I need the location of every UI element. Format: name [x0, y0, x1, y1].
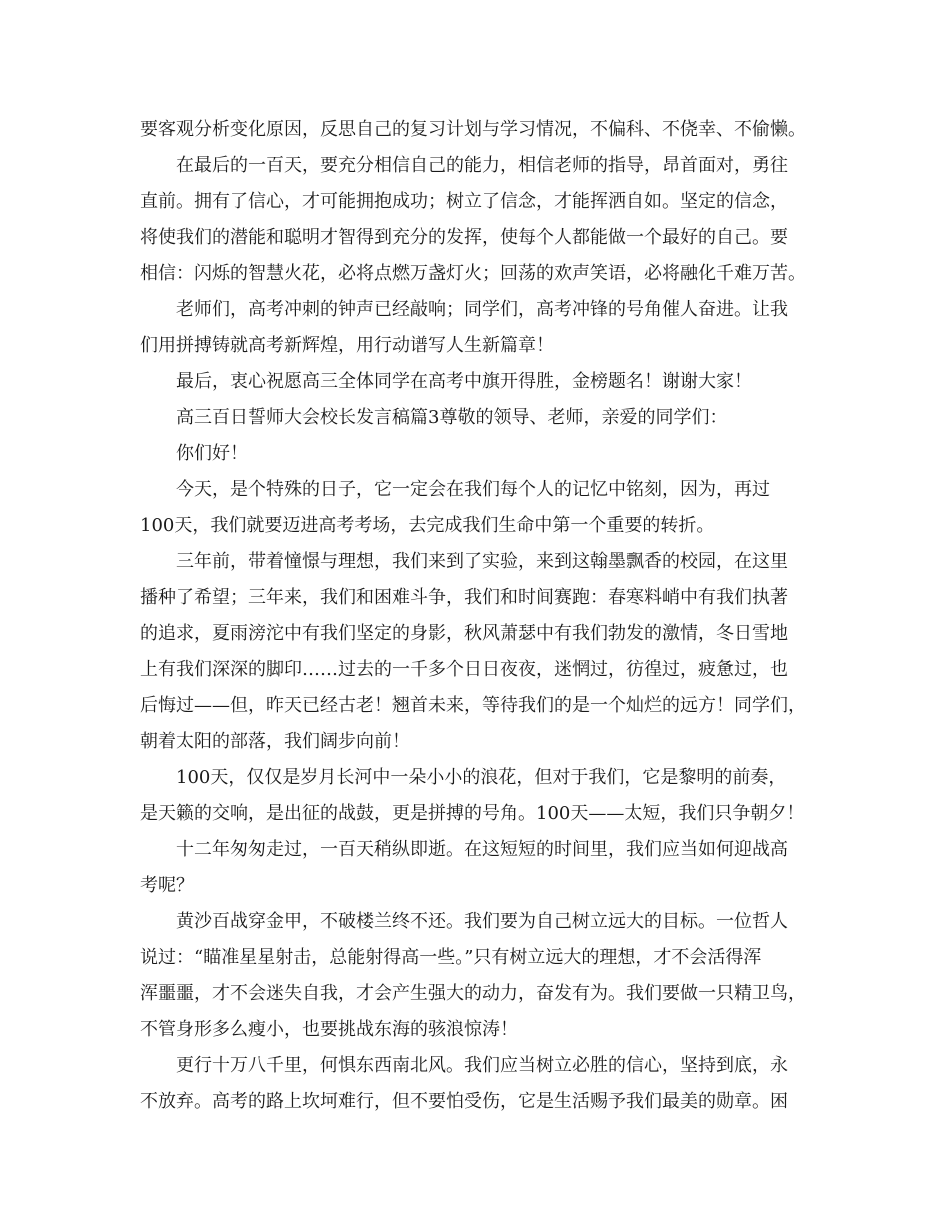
text-line: 后悔过——但，昨天已经古老！翘首未来，等待我们的是一个灿烂的远方！同学们， [140, 695, 806, 716]
text-line: 最后，衷心祝愿高三全体同学在高考中旗开得胜，金榜题名！谢谢大家！ [176, 371, 752, 392]
text-line: 上有我们深深的脚印……过去的一千多个日日夜夜，迷惘过，彷徨过，疲惫过，也 [140, 659, 788, 680]
text-line: 朝着太阳的部落，我们阔步向前！ [140, 731, 410, 752]
text-line: 们用拼搏铸就高考新辉煌，用行动谱写人生新篇章！ [140, 335, 554, 356]
text-line: 100天，我们就要迈进高考考场，去完成我们生命中第一个重要的转折。 [140, 515, 715, 536]
text-line: 100天，仅仅是岁月长河中一朵小小的浪花，但对于我们，它是黎明的前奏， [176, 767, 787, 788]
text-line: 不管身形多么瘦小，也要挑战东海的骇浪惊涛！ [140, 1019, 518, 1040]
text-line: 你们好！ [176, 443, 248, 464]
text-line: 不放弃。高考的路上坎坷难行，但不要怕受伤，它是生活赐予我们最美的勋章。困 [140, 1091, 788, 1112]
text-line: 的追求，夏雨滂沱中有我们坚定的身影，秋风萧瑟中有我们勃发的激情，冬日雪地 [140, 623, 788, 644]
text-line: 黄沙百战穿金甲，不破楼兰终不还。我们要为自己树立远大的目标。一位哲人 [176, 911, 788, 932]
text-line: 要客观分析变化原因，反思自己的复习计划与学习情况，不偏科、不侥幸、不偷懒。 [140, 119, 806, 140]
text-line: 将使我们的潜能和聪明才智得到充分的发挥，使每个人都能做一个最好的自己。要 [140, 227, 788, 248]
text-line: 直前。拥有了信心，才可能拥抱成功；树立了信念，才能挥洒自如。坚定的信念， [140, 191, 788, 212]
text-line: 十二年匆匆走过，一百天稍纵即逝。在这短短的时间里，我们应当如何迎战高 [176, 839, 788, 860]
text-line: 在最后的一百天，要充分相信自己的能力，相信老师的指导，昂首面对，勇往 [176, 155, 788, 176]
text-line: 三年前，带着憧憬与理想，我们来到了实验，来到这翰墨飘香的校园，在这里 [176, 551, 788, 572]
text-line: 更行十万八千里，何惧东西南北风。我们应当树立必胜的信心，坚持到底，永 [176, 1055, 788, 1076]
text-line: 说过：“瞄准星星射击，总能射得高一些。”只有树立远大的理想，才不会活得浑 [140, 947, 762, 968]
text-line: 高三百日誓师大会校长发言稿篇3尊敬的领导、老师，亲爱的同学们： [176, 407, 728, 428]
text-line: 今天，是个特殊的日子，它一定会在我们每个人的记忆中铭刻，因为，再过 [176, 479, 770, 500]
text-line: 相信：闪烁的智慧火花，必将点燃万盏灯火；回荡的欢声笑语，必将融化千难万苦。 [140, 263, 806, 284]
text-line: 浑噩噩，才不会迷失自我，才会产生强大的动力，奋发有为。我们要做一只精卫鸟， [140, 983, 806, 1004]
text-line: 播种了希望；三年来，我们和困难斗争，我们和时间赛跑：春寒料峭中有我们执著 [140, 587, 788, 608]
text-line: 是天籁的交响，是出征的战鼓，更是拼搏的号角。100天——太短，我们只争朝夕！ [140, 803, 805, 824]
text-line: 老师们，高考冲刺的钟声已经敲响；同学们，高考冲锋的号角催人奋进。让我 [176, 299, 788, 320]
text-line: 考呢？ [140, 875, 194, 896]
